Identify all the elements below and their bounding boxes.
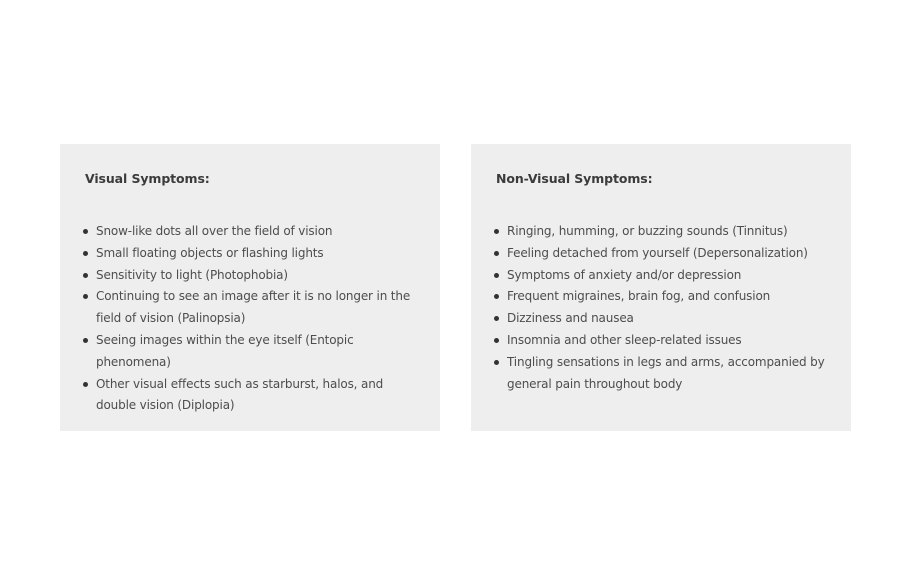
list-item — [85, 330, 415, 374]
list-item-text: Tingling sensations in legs and arms, accompanied by general pain throughout body — [507, 354, 825, 391]
bullet-icon — [494, 316, 499, 321]
bullet-icon — [494, 229, 499, 234]
non-visual-symptoms-list — [496, 221, 826, 395]
bullet-icon — [83, 229, 88, 234]
bullet-icon — [83, 338, 88, 343]
list-item-text: Feeling detached from yourself (Depersonalization) — [507, 245, 808, 260]
list-item-text: Ringing, humming, or buzzing sounds (Tinnitus) — [507, 224, 788, 238]
bullet-icon — [83, 294, 88, 299]
list-item — [85, 243, 415, 265]
visual-symptoms-list — [85, 221, 415, 417]
list-item-text: Sensitivity to light (Photophobia) — [96, 267, 288, 282]
bullet-icon — [494, 273, 499, 278]
list-item-text: Small floating objects or flashing lights — [96, 245, 324, 260]
list-item-text: Insomnia and other sleep-related issues — [507, 332, 742, 347]
list-item — [496, 286, 826, 308]
list-item-text: Symptoms of anxiety and/or depression — [507, 267, 742, 282]
bullet-icon — [494, 360, 499, 365]
list-item-text: Dizziness and nausea — [507, 311, 634, 326]
list-item — [496, 221, 826, 243]
list-item — [496, 243, 826, 265]
list-item — [85, 374, 415, 418]
visual-symptoms-card — [60, 144, 440, 431]
visual-symptoms-title: Visual Symptoms: — [85, 171, 210, 186]
list-item-text: Other visual effects such as starburst, halos, and double vision (Diplopia) — [96, 376, 384, 413]
list-item — [496, 308, 826, 330]
non-visual-symptoms-card — [471, 144, 851, 431]
list-item-text: Frequent migraines, brain fog, and confusion — [507, 289, 771, 304]
non-visual-symptoms-title: Non-Visual Symptoms: — [496, 171, 653, 186]
list-item-text: Snow-like dots all over the field of vision — [96, 224, 333, 238]
list-item-text: Continuing to see an image after it is no longer in the field of vision (Palinopsia) — [96, 289, 411, 326]
list-item — [496, 265, 826, 287]
list-item — [85, 286, 415, 330]
bullet-icon — [494, 251, 499, 256]
bullet-icon — [83, 382, 88, 387]
list-item — [496, 330, 826, 352]
list-item — [85, 265, 415, 287]
bullet-icon — [83, 273, 88, 278]
bullet-icon — [83, 251, 88, 256]
list-item — [85, 221, 415, 243]
list-item — [496, 352, 826, 396]
list-item-text: Seeing images within the eye itself (Entopic phenomena) — [96, 332, 354, 369]
bullet-icon — [494, 294, 499, 299]
bullet-icon — [494, 338, 499, 343]
